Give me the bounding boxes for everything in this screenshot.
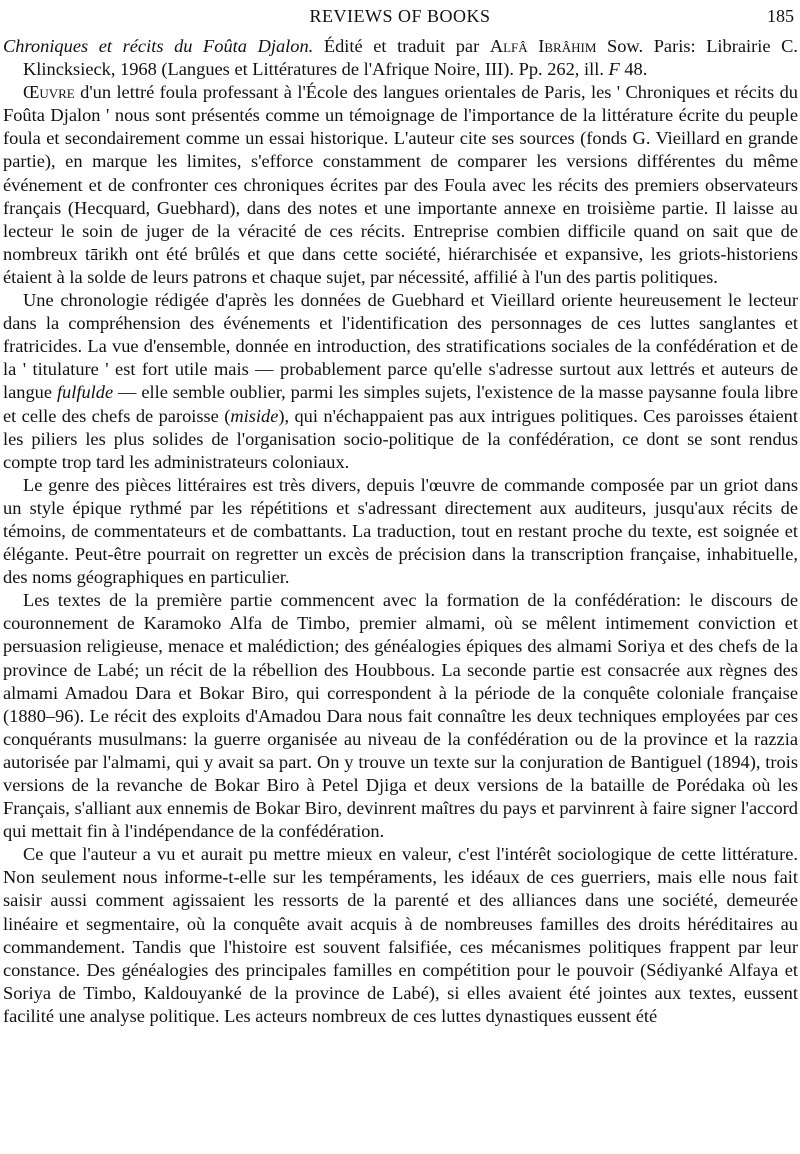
book-citation: [3, 35, 798, 81]
paragraph-lead-word: Œuvre: [23, 82, 75, 103]
price-currency: F: [608, 59, 620, 80]
paragraph-text: ), qui n'échappaient pas aux intrigues politiques. Ces paroisses étaient les piliers les plus solides de l'organisation socio-politique de la confédération, ce dont se sont rendus compte trop tard les administrateurs coloniaux.: [3, 405, 798, 472]
publication-details: Sow. Paris: Librairie C. Klincksieck, 1968 (Langues et Littératures de l'Afrique Noire, III). Pp. 262, ill.: [23, 36, 798, 80]
review-body: [3, 35, 798, 1028]
review-paragraph-3: Le genre des pièces littéraires est très divers, depuis l'œuvre de commande composée par un griot dans un style épique rythmé par les répétitions et s'adressant directement aux auditeurs, jusqu'aux récits de témoins, de commentateurs et de combattants. La traduction, tout en restant proche du texte, est soignée et élégante. Peut-être pourrait on regretter un excès de précision dans la transcription française, inhabituelle, des noms géographiques en particulier.: [3, 474, 798, 588]
running-head: [0, 6, 800, 32]
term-miside: miside: [230, 405, 279, 426]
page-number: 185: [767, 6, 794, 26]
paragraph-text: Une chronologie rédigée d'après les données de Guebhard et Vieillard oriente heureusement le lecteur dans la compréhension des événements et l'identification des personnages de ces luttes sanglantes et fratricides. La vue d'ensemble, donnée en introduction, des stratifications sociales de la confédération et de la ' titulature ' est fort utile mais — probablement parce qu'elle s'adresse surtout aux lettrés et auteurs de langue: [3, 290, 798, 403]
review-paragraph-1: [3, 81, 798, 289]
book-author: Alfâ Ibrâhim: [489, 36, 597, 56]
running-title: REVIEWS OF BOOKS: [309, 6, 491, 26]
paragraph-text: d'un lettré foula professant à l'École des langues orientales de Paris, les ' Chroniques et récits du Foûta Djalon ' nous sont présentés comme un témoignage de l'importance de la littérature écrite du peuple foula et secondairement comme un essai historique. L'auteur cite ses sources (fonds G. Vieillard en grande partie), en marque les limites, s'efforce constamment de comparer les versions différentes du même événement et de confronter ces chroniques écrites par des Foula avec les récits des premiers observateurs français (Hecquard, Guebhard), dans des notes et une importante annexe en troisième partie. Il laisse au lecteur le soin de juger de la véracité de ces récits. Entreprise combien difficile quand on sait que de nombreux tārikh ont été brûlés et que dans cette société, hiérarchisée et expansive, les griots-historiens étaient à la solde de leurs patrons et chaque sujet, par nécessité, affilié à l'un des partis politiques.: [3, 82, 798, 287]
review-paragraph-5: Ce que l'auteur a vu et aurait pu mettre mieux en valeur, c'est l'intérêt sociologique de cette littérature. Non seulement nous informe-t-elle sur les tempéraments, les idéaux de ces guerriers, mais elle nous fait saisir aussi comment agissaient les ressorts de la parenté et des alliances dans une société, demeurée linéaire et segmentaire, où la conquête avait acquis à de nombreuses familles des droits héréditaires au commandement. Tandis que l'histoire est souvent falsifiée, ces mécanismes politiques frappent par leur constance. Des généalogies des principales familles en compétition pour le pouvoir (Sédiyanké Alfaya et Soriya de Timbo, Kaldouyanké de la province de Labé), si elles avaient été jointes aux textes, eussent facilité une analyse politique. Les acteurs nombreux de ces luttes dynastiques eussent été: [3, 844, 798, 1026]
price-value: 48.: [619, 59, 648, 80]
book-title: Chroniques et récits du Foûta Djalon.: [3, 36, 314, 56]
paragraph-text: — elle semble oublier, parmi les simples sujets, l'existence de la masse paysanne foula libre et celle des chefs de paroisse (: [3, 382, 798, 426]
term-fulfulde: fulfulde: [56, 382, 114, 403]
edited-by: Édité et traduit par: [313, 36, 490, 56]
review-paragraph-2: [3, 289, 798, 474]
review-paragraph-4: Les textes de la première partie commencent avec la formation de la confédération: le discours de couronnement de Karamoko Alfa de Timbo, premier almami, où se mêlent intimement conviction et persuasion religieuse, menace et malédiction; des généalogies épiques des almami Soriya et des chefs de la province de Labé; un récit de la rébellion des Houbbous. La seconde partie est consacrée aux règnes des almami Amadou Dara et Bokar Biro, qui correspondent à la période de la conquête coloniale française (1880–96). Le récit des exploits d'Amadou Dara nous fait connaître les deux techniques employées par ces conquérants musulmans: la guerre organisée au niveau de la confédération ou de la province et la razzia autorisée par l'almami, qui y avait sa part. On y trouve un texte sur la conjuration de Bantiguel (1894), trois versions de la revanche de Bokar Biro à Petel Djiga et deux versions de la bataille de Porédaka où les Français, s'alliant aux ennemis de Bokar Biro, devinrent maîtres du pays et parvinrent à faire signer l'accord qui mettait fin à l'indépendance de la confédération.: [3, 590, 798, 842]
